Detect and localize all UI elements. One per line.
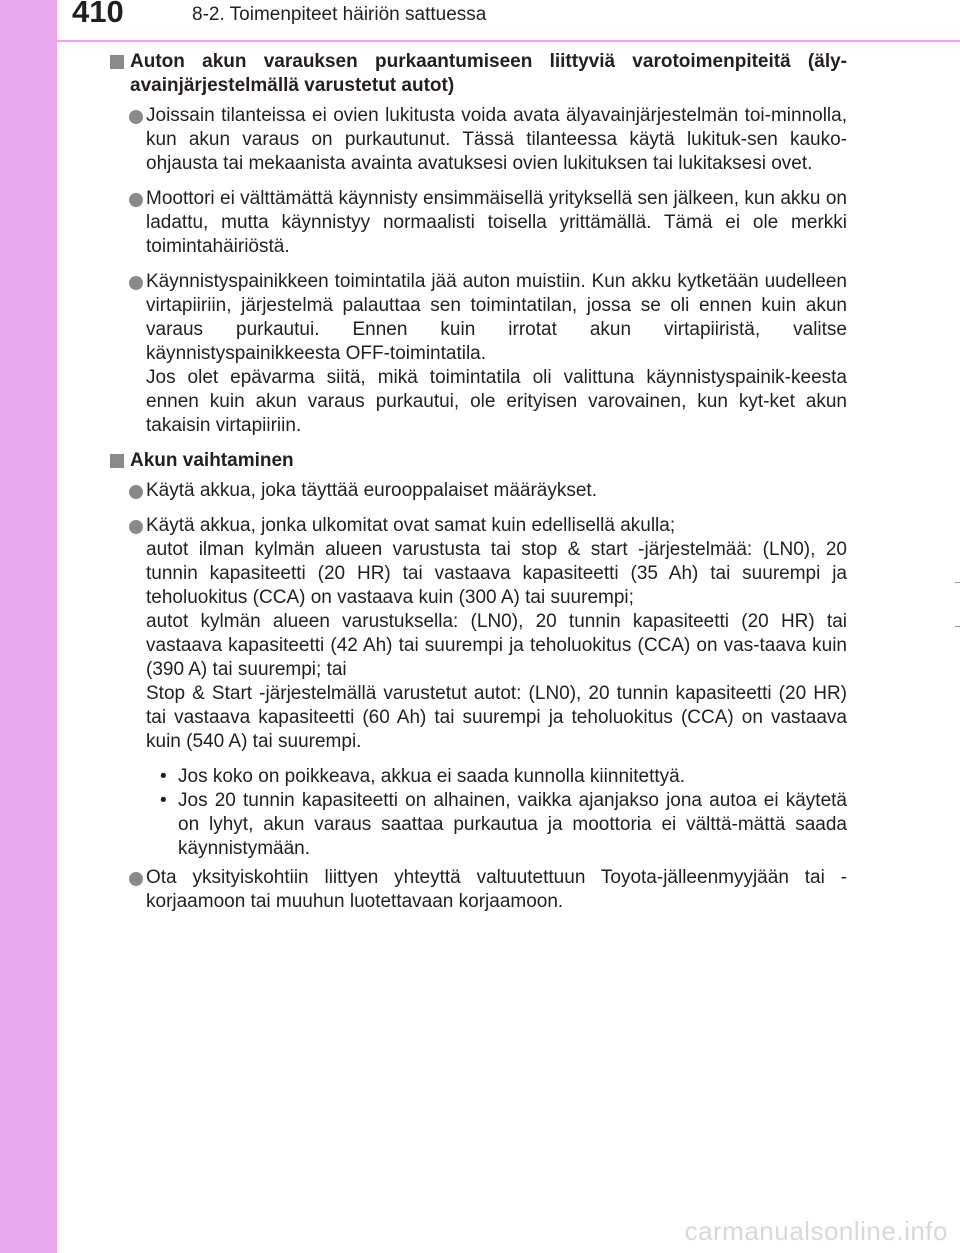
paragraph: Käytä akkua, jonka ulkomitat ovat samat kuin edellisellä akulla; [146,515,676,536]
list-item [108,479,847,503]
sub-item-text: Jos 20 tunnin kapasiteetti on alhainen, vaikka ajanjakso jona autoa ei käytetä on lyhyt, akun varaus saattaa purkautua ja moottoria ei välttä-mättä saada käynnistymään. [178,790,847,859]
round-bullet-icon [129,485,143,499]
paragraph: Moottori ei välttämättä käynnisty ensimmäisellä yrityksellä sen jälkeen, kun akku on ladattu, mutta käynnistyy normaalisti toisella yrittämällä. Tämä ei ole merkki toimintahäiriöstä. [146,188,847,257]
watermark: carmanualsonline.info [684,1216,948,1246]
list-item [108,187,847,259]
paragraph: Stop & Start -järjestelmällä varustetut autot: (LN0), 20 tunnin kapasiteetti (20 HR) tai vastaava kapasiteetti (60 Ah) tai suurempi ja teholuokitus (CCA) on vastaava kuin (540 A) tai suurempi. [146,683,847,752]
round-bullet-icon [129,520,143,534]
round-bullet-icon [129,110,143,124]
paragraph: Ota yksityiskohtiin liittyen yhteyttä valtuutettuun Toyota-jälleenmyyjään tai -korjaamoon tai muuhun luotettavaan korjaamoon. [146,867,847,912]
paragraph: Jos olet epävarma siitä, mikä toimintatila oli valittuna käynnistyspainik-keesta ennen kuin akun varaus purkautui, ole erityisen varovainen, kun kyt-ket akun takaisin virtapiiriin. [146,367,847,436]
sub-list [108,765,847,861]
list-item [108,866,847,914]
paragraph: Joissain tilanteissa ei ovien lukitusta voida avata älyavainjärjestelmän toi-minnolla, kun akun varaus on purkautunut. Tässä tilanteessa käytä lukituk-sen kauko-ohjausta tai mekaanista avainta avatuksesi ovien lukituksen tai lukitaksesi ovet. [146,105,847,174]
list-item [108,514,847,754]
page-number: 410 [72,0,124,29]
list-item [108,270,847,438]
sub-item-text: Jos koko on poikkeava, akkua ei saada kunnolla kiinnitettyä. [178,766,685,787]
heading-text: Auton akun varauksen purkaantumiseen liittyviä varotoimenpiteitä (äly-avainjärjestelmällä varustetut autot) [130,51,847,96]
heading-text: Akun vaihtaminen [130,450,294,471]
round-bullet-icon [129,276,143,290]
section-heading [108,449,847,473]
square-bullet-icon [110,454,124,468]
section-title: 8-2. Toimenpiteet häiriön sattuessa [192,4,487,25]
sub-list-item [160,765,847,789]
round-bullet-icon [129,193,143,207]
page-content [108,50,847,925]
square-bullet-icon [110,55,124,69]
paragraph: autot ilman kylmän alueen varustusta tai stop & start -järjestelmää: (LN0), 20 tunnin kapasiteetti (20 HR) tai vastaava kapasiteetti (35 Ah) tai suurempi ja teholuokitus (CCA) on vastaava kuin (300 A) tai suurempi; [146,539,847,608]
paragraph: Käytä akkua, joka täyttää eurooppalaiset määräykset. [146,480,597,501]
margin-mark [955,582,960,583]
chapter-sidebar [0,0,57,1253]
small-bullet-icon: • [160,766,167,787]
small-bullet-icon: • [160,790,167,811]
section-heading [108,50,847,98]
round-bullet-icon [129,872,143,886]
sub-list-item [160,789,847,861]
list-item [108,104,847,176]
paragraph: autot kylmän alueen varustuksella: (LN0), 20 tunnin kapasiteetti (20 HR) tai vastaava kapasiteetti (42 Ah) tai suurempi ja teholuokitus (CCA) on vas-taava kuin (390 A) tai suurempi; tai [146,611,847,680]
margin-mark [955,626,960,627]
paragraph: Käynnistyspainikkeen toimintatila jää auton muistiin. Kun akku kytketään uudelleen virtapiiriin, järjestelmä palauttaa sen toimintatilan, jossa se oli ennen kuin akun varaus purkautui. Ennen kuin irrotat akun virtapiiristä, valitse käynnistyspainikkeesta OFF-toimintatila. [146,271,847,364]
